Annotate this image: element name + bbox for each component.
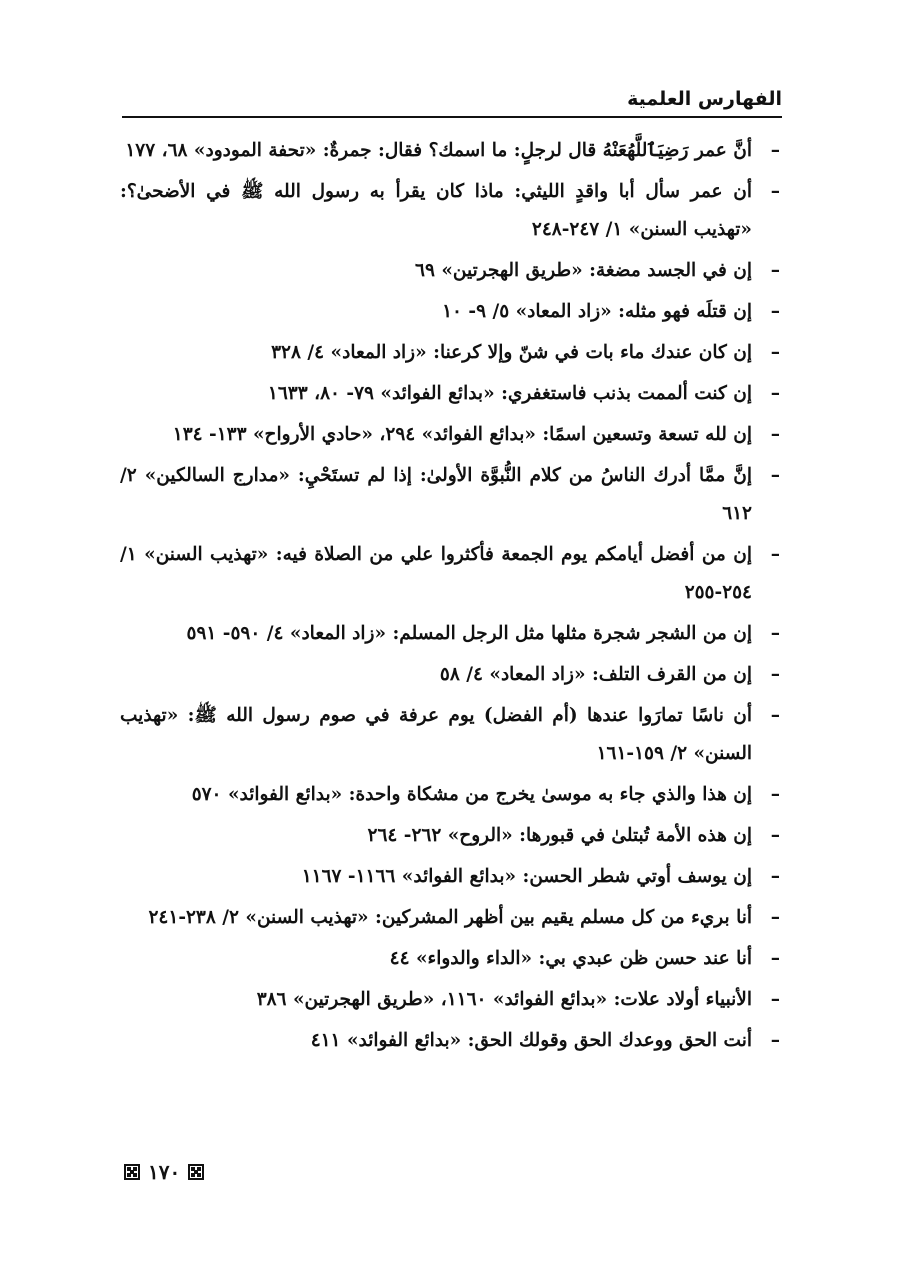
bullet-dash: – bbox=[770, 1030, 780, 1051]
bullet-dash: – bbox=[770, 465, 780, 486]
entry-text: إن من القرف التلف: «زاد المعاد» ٤/ ٥٨ bbox=[439, 664, 752, 685]
ornament-icon bbox=[188, 1164, 204, 1180]
index-entry bbox=[120, 334, 782, 372]
bullet-dash: – bbox=[770, 948, 780, 969]
bullet-dash: – bbox=[770, 907, 780, 928]
index-entry bbox=[120, 817, 782, 855]
index-entry bbox=[120, 252, 782, 290]
index-entry bbox=[120, 940, 782, 978]
index-entry bbox=[120, 293, 782, 331]
entry-text: أن ناسًا تمارَوا عندها (أم الفضل) يوم عرفة في صوم رسول الله ﷺ: «تهذيب السنن» ٢/ ١٥٩-١٦١ bbox=[120, 705, 752, 764]
index-entry bbox=[120, 416, 782, 454]
bullet-dash: – bbox=[770, 989, 780, 1010]
entry-text: إن لله تسعة وتسعين اسمًا: «بدائع الفوائد» ٢٩٤، «حادي الأرواح» ١٣٣- ١٣٤ bbox=[172, 424, 752, 445]
index-entry bbox=[120, 457, 782, 533]
page-number: ١٧٠ bbox=[148, 1160, 181, 1184]
bullet-dash: – bbox=[770, 705, 780, 726]
index-entry bbox=[120, 858, 782, 896]
entry-text: إن من الشجر شجرة مثلها مثل الرجل المسلم: «زاد المعاد» ٤/ ٥٩٠- ٥٩١ bbox=[186, 623, 752, 644]
header-title: الفهارس العلمية bbox=[627, 88, 782, 110]
entry-text: أنا بريء من كل مسلم يقيم بين أظهر المشركين: «تهذيب السنن» ٢/ ٢٣٨-٢٤١ bbox=[148, 907, 752, 928]
bullet-dash: – bbox=[770, 664, 780, 685]
index-entries bbox=[120, 132, 782, 1063]
entry-text: إن في الجسد مضغة: «طريق الهجرتين» ٦٩ bbox=[415, 260, 752, 281]
index-entry bbox=[120, 132, 782, 170]
bullet-dash: – bbox=[770, 784, 780, 805]
index-entry bbox=[120, 615, 782, 653]
bullet-dash: – bbox=[770, 383, 780, 404]
entry-text: إن يوسف أوتي شطر الحسن: «بدائع الفوائد» ١١٦٦- ١١٦٧ bbox=[301, 866, 752, 887]
index-entry bbox=[120, 173, 782, 249]
entry-text: إن كان عندك ماء بات في شنّ وإلا كرعنا: «زاد المعاد» ٤/ ٣٢٨ bbox=[271, 342, 752, 363]
entry-text: أنت الحق ووعدك الحق وقولك الحق: «بدائع الفوائد» ٤١١ bbox=[310, 1030, 752, 1051]
bullet-dash: – bbox=[770, 140, 780, 161]
entry-text: الأنبياء أولاد علات: «بدائع الفوائد» ١١٦٠، «طريق الهجرتين» ٣٨٦ bbox=[256, 989, 752, 1010]
bullet-dash: – bbox=[770, 342, 780, 363]
bullet-dash: – bbox=[770, 623, 780, 644]
bullet-dash: – bbox=[770, 825, 780, 846]
running-header bbox=[122, 88, 782, 118]
entry-text: أن عمر سأل أبا واقدٍ الليثي: ماذا كان يقرأ به رسول الله ﷺ في الأضحىٰ؟: «تهذيب السنن» ١/ ٢٤٧-٢٤٨ bbox=[120, 181, 752, 240]
bullet-dash: – bbox=[770, 866, 780, 887]
page-footer bbox=[124, 1160, 204, 1184]
entry-text: إن كنت ألممت بذنب فاستغفري: «بدائع الفوائد» ٧٩- ٨٠، ١٦٣٣ bbox=[267, 383, 752, 404]
entry-text: أنَّ عمر رَضِيَٱللَّهُعَنْهُ قال لرجلٍ: ما اسمك؟ فقال: جمرةٌ: «تحفة المودود» ٦٨، ١٧٧ bbox=[125, 140, 752, 161]
entry-text: إن من أفضل أيامكم يوم الجمعة فأكثروا علي من الصلاة فيه: «تهذيب السنن» ١/ ٢٥٤-٢٥٥ bbox=[120, 544, 752, 603]
bullet-dash: – bbox=[770, 424, 780, 445]
index-entry bbox=[120, 656, 782, 694]
ornament-icon bbox=[124, 1164, 140, 1180]
entry-text: إن قتلَه فهو مثله: «زاد المعاد» ٥/ ٩- ١٠ bbox=[442, 301, 752, 322]
index-entry bbox=[120, 1022, 782, 1060]
index-entry bbox=[120, 697, 782, 773]
entry-text: إنَّ ممَّا أدرك الناسُ من كلام النُّبوَّة الأولىٰ: إذا لم تستَحْيِ: «مدارج السالكين» ٢/ ٦١٢ bbox=[120, 465, 752, 524]
index-entry bbox=[120, 899, 782, 937]
index-entry bbox=[120, 981, 782, 1019]
bullet-dash: – bbox=[770, 260, 780, 281]
index-entry bbox=[120, 536, 782, 612]
entry-text: إن هذه الأمة تُبتلىٰ في قبورها: «الروح» ٢٦٢- ٢٦٤ bbox=[367, 825, 752, 846]
bullet-dash: – bbox=[770, 181, 780, 202]
bullet-dash: – bbox=[770, 301, 780, 322]
entry-text: أنا عند حسن ظن عبدي بي: «الداء والدواء» ٤٤ bbox=[389, 948, 752, 969]
bullet-dash: – bbox=[770, 544, 780, 565]
index-entry bbox=[120, 776, 782, 814]
header-rule bbox=[122, 116, 782, 118]
entry-text: إن هذا والذي جاء به موسىٰ يخرج من مشكاة واحدة: «بدائع الفوائد» ٥٧٠ bbox=[191, 784, 752, 805]
index-entry bbox=[120, 375, 782, 413]
